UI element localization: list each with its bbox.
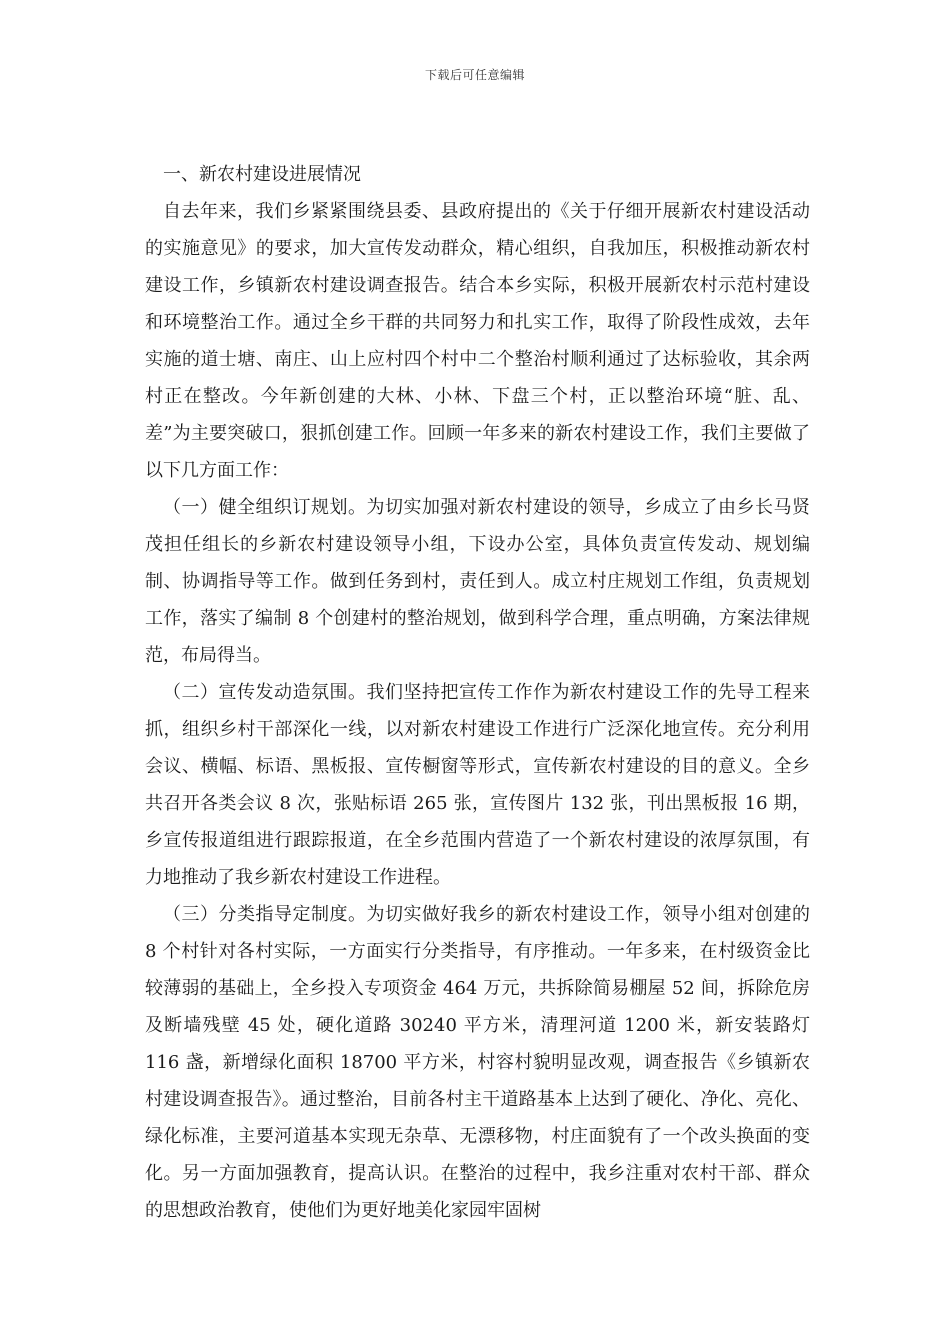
- paragraph-publicity: （二）宣传发动造氛围。我们坚持把宣传工作作为新农村建设工作的先导工程来抓，组织乡村干部深化一线，以对新农村建设工作进行广泛深化地宣传。充分利用会议、横幅、标语、黑板报、宣传橱窗等形式，宣传新农村建设的目的意义。全乡共召开各类会议 8 次，张贴标语 265 张，宣传图片 132 张，刊出黑板报 16 期，乡宣传报道组进行跟踪报道，在全乡范围内营造了一个新农村建设的浓厚氛围，有力地推动了我乡新农村建设工作进程。: [145, 682, 810, 888]
- section-heading: 一、新农村建设进展情况: [163, 164, 361, 185]
- paragraph-intro: 自去年来，我们乡紧紧围绕县委、县政府提出的《关于仔细开展新农村建设活动的实施意见》的要求，加大宣传发动群众，精心组织，自我加压，积极推动新农村建设工作，乡镇新农村建设调查报告。结合本乡实际，积极开展新农村示范村建设和环境整治工作。通过全乡干群的共同努力和扎实工作，取得了阶段性成效，去年实施的道士塘、南庄、山上应村四个村中二个整治村顺利通过了达标验收，其余两村正在整改。今年新创建的大林、小林、下盘三个村，正以整治环境“脏、乱、差”为主要突破口，狠抓创建工作。回顾一年多来的新农村建设工作，我们主要做了以下几方面工作：: [145, 201, 810, 481]
- paragraph-guidance: （三）分类指导定制度。为切实做好我乡的新农村建设工作，领导小组对创建的 8 个村针对各村实际，一方面实行分类指导，有序推动。一年多来，在村级资金比较薄弱的基础上，全乡投入专项资金 464 万元，共拆除简易棚屋 52 间，拆除危房及断墙残壁 45 处，硬化道路 30240 平方米，清理河道 1200 米，新安装路灯 116 盏，新增绿化面积 18700 平方米，村容村貌明显改观，调查报告《乡镇新农村建设调查报告》。通过整治，目前各村主干道路基本上达到了硬化、净化、亮化、绿化标准，主要河道基本实现无杂草、无漂移物，村庄面貌有了一个改头换面的变化。另一方面加强教育，提高认识。在整治的过程中，我乡注重对农村干部、群众的思想政治教育，使他们为更好地美化家园牢固树: [145, 904, 810, 1221]
- header-note: 下载后可任意编辑: [424, 68, 525, 82]
- document-body: [145, 156, 810, 1229]
- paragraph-organization: （一）健全组织订规划。为切实加强对新农村建设的领导，乡成立了由乡长马贤茂担任组长的乡新农村建设领导小组，下设办公室，具体负责宣传发动、规划编制、协调指导等工作。做到任务到村，责任到人。成立村庄规划工作组，负责规划工作，落实了编制 8 个创建村的整治规划，做到科学合理，重点明确，方案法律规范，布局得当。: [145, 497, 810, 666]
